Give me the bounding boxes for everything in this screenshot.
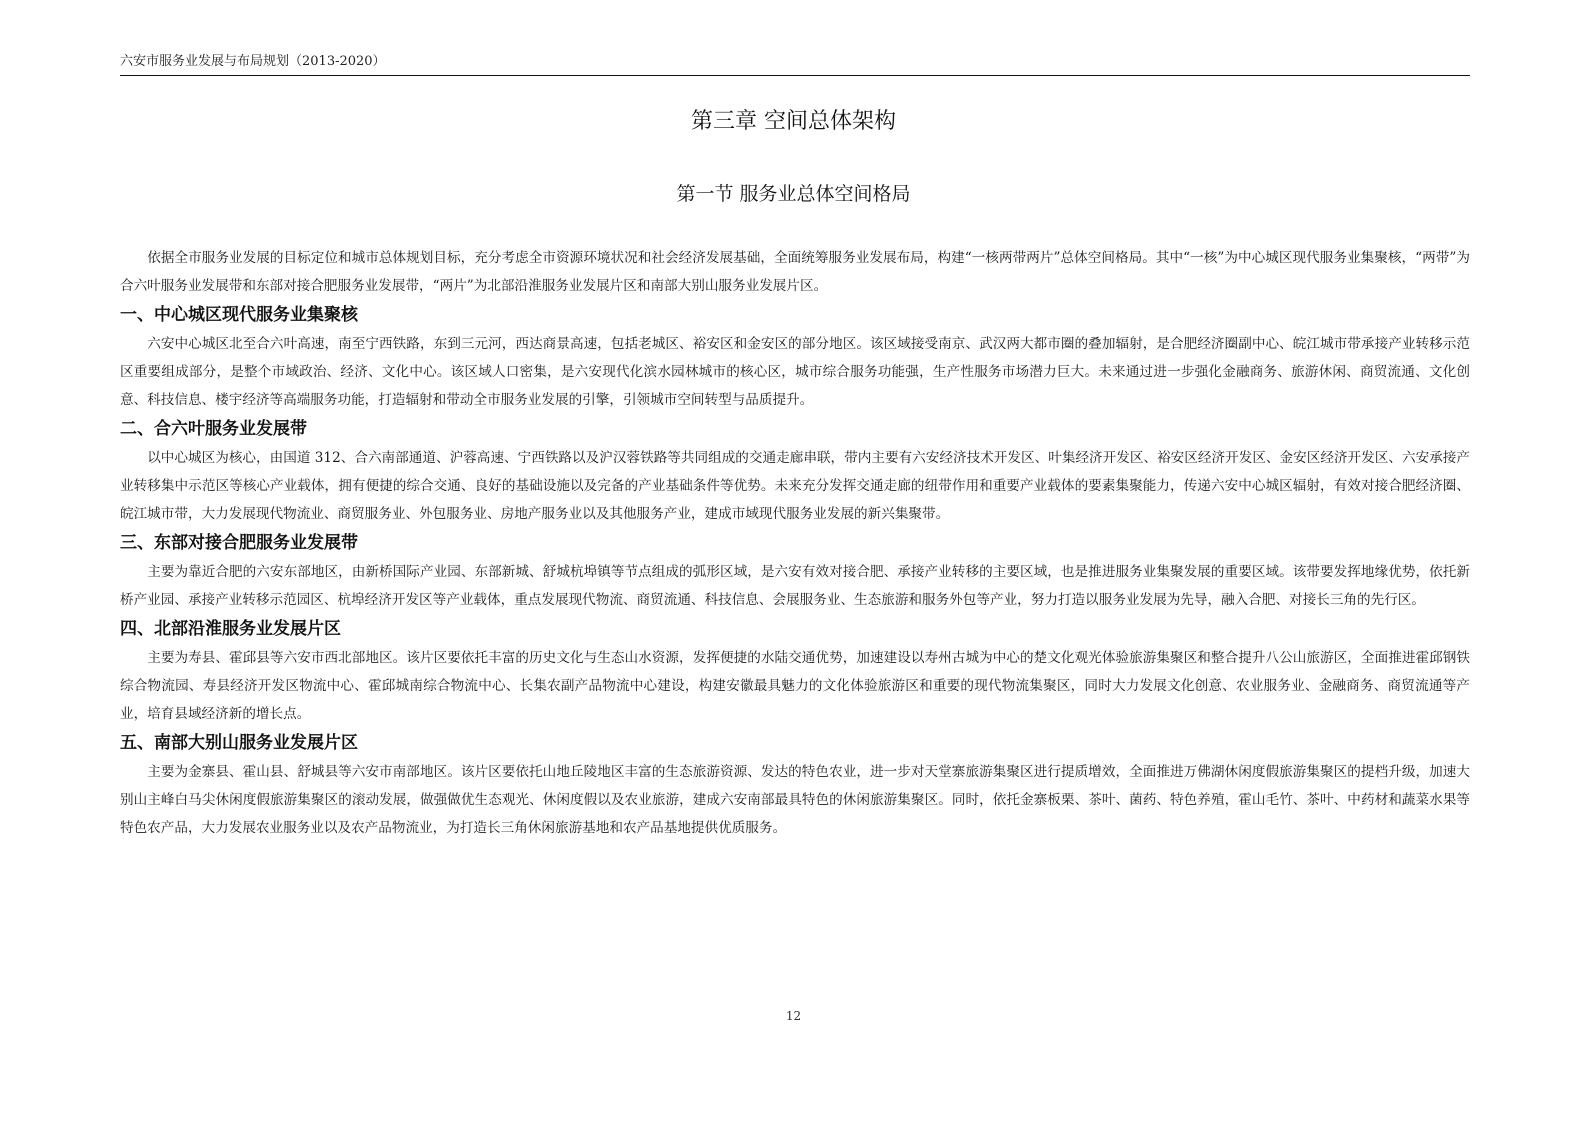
subsection-heading-east-belt: 三、东部对接合肥服务业发展带 [120,533,358,553]
subsection-heading-heliuye-belt: 二、合六叶服务业发展带 [120,419,307,439]
header-divider [120,75,1470,76]
section-title: 第一节 服务业总体空间格局 [676,183,911,205]
subsection-body-north-area: 主要为寿县、霍邱县等六安市西北部地区。该片区要依托丰富的历史文化与生态山水资源，发挥便捷的水陆交通优势，加速建设以寿州古城为中心的楚文化观光体验旅游集聚区和整合提升八公山旅游区，全面推进霍邱钢铁综合物流园、寿县经济开发区物流中心、霍邱城南综合物流中心、长集农副产品物流中心建设，构建安徽最具魅力的文化体验旅游区和重要的现代物流集聚区，同时大力发展文化创意、农业服务业、金融商务、商贸流通等产业，培育县域经济新的增长点。 [120,650,1470,722]
subsection-body-east-belt: 主要为靠近合肥的六安东部地区，由新桥国际产业园、东部新城、舒城杭埠镇等节点组成的弧形区域，是六安有效对接合肥、承接产业转移的主要区域，也是推进服务业集聚发展的重要区域。该带要发挥地缘优势，依托新桥产业园、承接产业转移示范园区、杭埠经济开发区等产业载体，重点发展现代物流、商贸流通、科技信息、会展服务业、生态旅游和服务外包等产业，努力打造以服务业发展为先导，融入合肥、对接长三角的先行区。 [120,564,1470,608]
subsection-body-core: 六安中心城区北至合六叶高速，南至宁西铁路，东到三元河，西达商景高速，包括老城区、裕安区和金安区的部分地区。该区域接受南京、武汉两大都市圈的叠加辐射，是合肥经济圈副中心、皖江城市带承接产业转移示范区重要组成部分，是整个市域政治、经济、文化中心。该区域人口密集，是六安现代化滨水园林城市的核心区，城市综合服务功能强，生产性服务市场潜力巨大。未来通过进一步强化金融商务、旅游休闲、商贸流通、文化创意、科技信息、楼宇经济等高端服务功能，打造辐射和带动全市服务业发展的引擎，引领城市空间转型与品质提升。 [120,336,1470,408]
page-number: 12 [785,1009,802,1023]
intro-paragraph: 依据全市服务业发展的目标定位和城市总体规划目标，充分考虑全市资源环境状况和社会经济发展基础，全面统筹服务业发展布局，构建“一核两带两片”总体空间格局。其中“一核”为中心城区现代服务业集聚核，“两带”为合六叶服务业发展带和东部对接合肥服务业发展带，“两片”为北部沿淮服务业发展片区和南部大别山服务业发展片区。 [120,250,1470,294]
subsection-body-heliuye-belt: 以中心城区为核心，由国道 312、合六南部通道、沪蓉高速、宁西铁路以及沪汉蓉铁路等共同组成的交通走廊串联，带内主要有六安经济技术开发区、叶集经济开发区、裕安区经济开发区、金安区经济开发区、六安承接产业转移集中示范区等核心产业载体，拥有便捷的综合交通、良好的基础设施以及完备的产业基础条件等优势。未来充分发挥交通走廊的纽带作用和重要产业载体的要素集聚能力，传递六安中心城区辐射，有效对接合肥经济圈、皖江城市带，大力发展现代物流业、商贸服务业、外包服务业、房地产服务业以及其他服务产业，建成市域现代服务业发展的新兴集聚带。 [120,450,1470,522]
subsection-heading-core: 一、中心城区现代服务业集聚核 [120,305,358,325]
subsection-heading-south-area: 五、南部大别山服务业发展片区 [120,733,358,753]
body-content [120,244,1470,842]
subsection-body-south-area: 主要为金寨县、霍山县、舒城县等六安市南部地区。该片区要依托山地丘陵地区丰富的生态旅游资源、发达的特色农业，进一步对天堂寨旅游集聚区进行提质增效，全面推进万佛湖休闲度假旅游集聚区的提档升级，加速大别山主峰白马尖休闲度假旅游集聚区的滚动发展，做强做优生态观光、休闲度假以及农业旅游，建成六安南部最具特色的休闲旅游集聚区。同时，依托金寨板栗、茶叶、菌药、特色养殖，霍山毛竹、茶叶、中药材和蔬菜水果等特色农产品，大力发展农业服务业以及农产品物流业，为打造长三角休闲旅游基地和农产品基地提供优质服务。 [120,764,1470,836]
chapter-title: 第三章 空间总体架构 [691,109,896,134]
running-header: 六安市服务业发展与布局规划（2013-2020） [120,54,386,69]
subsection-heading-north-area: 四、北部沿淮服务业发展片区 [120,619,341,639]
